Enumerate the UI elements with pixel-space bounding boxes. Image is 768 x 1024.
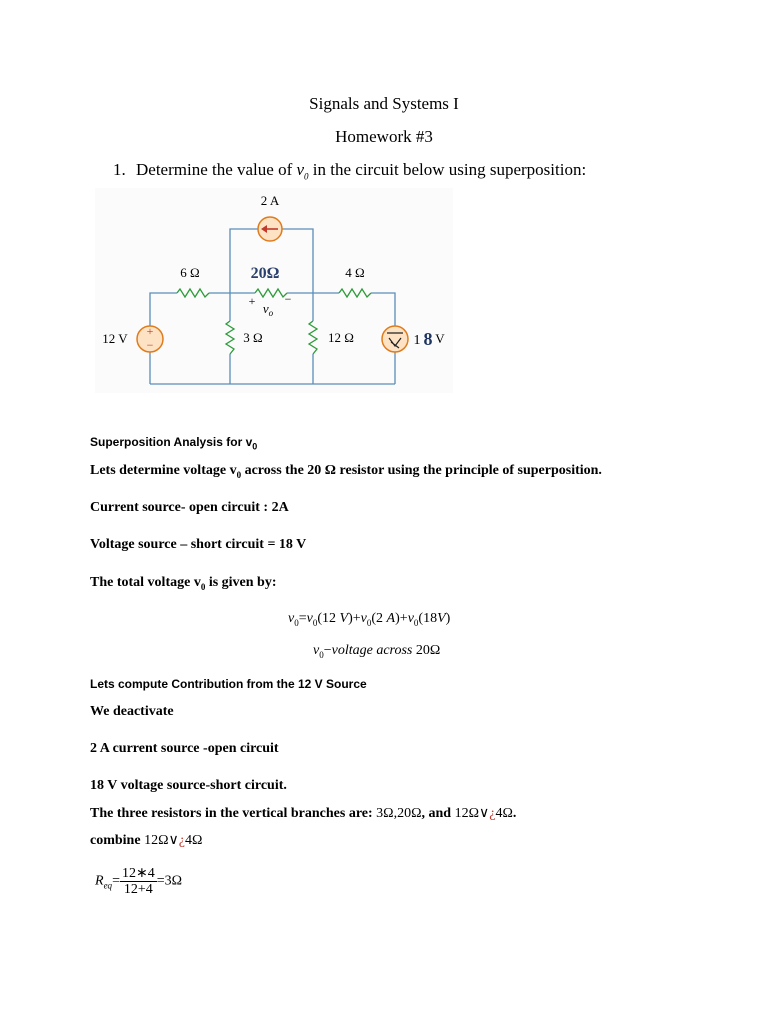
analysis-line-5: We deactivate	[90, 704, 174, 719]
src-minus: −	[146, 338, 154, 352]
analysis-line-8: The three resistors in the vertical branches are: 3Ω,20Ω, and 12Ω∨¿4Ω.	[90, 806, 517, 821]
label-18v-b: 8	[423, 329, 433, 349]
analysis-heading: Superposition Analysis for $v_0$	[90, 435, 258, 452]
analysis-line-3: Voltage source – short circuit = 18 V	[90, 537, 307, 552]
analysis-heading-2: Lets compute Contribution from the 12 V Source	[90, 677, 367, 691]
equation-vo-definition: $v_0-voltage$ across 20Ω	[313, 643, 441, 660]
vo-minus: −	[284, 292, 292, 306]
label-20ohm: 20Ω	[250, 265, 280, 282]
label-4ohm: 4 Ω	[345, 265, 365, 280]
src-plus: +	[146, 324, 154, 338]
label-6ohm: 6 Ω	[180, 265, 200, 280]
equation-total-vo: $v_0=v_0(12$ $V)+v_0(2$ $A)+v_0(18V)$	[288, 611, 451, 628]
course-title: Signals and Systems I	[309, 94, 459, 113]
label-3ohm: 3 Ω	[243, 330, 263, 345]
question-1	[113, 160, 586, 181]
label-12v: 12 V	[102, 331, 128, 346]
analysis-line-2: Current source- open circuit : 2A	[90, 500, 289, 515]
homework-title: Homework #3	[335, 127, 433, 146]
question-var-sub: 0	[304, 171, 309, 182]
label-18v-unit: V	[435, 331, 445, 346]
req-denominator: 12+4	[123, 882, 153, 897]
analysis-line-6: 2 A current source -open circuit	[90, 741, 279, 756]
req-result: =3Ω	[156, 873, 183, 889]
label-18v-a: 1	[413, 333, 421, 348]
question-text-post: in the circuit below using superposition:	[308, 160, 587, 179]
equation-req: $R_{eq}=$ $\frac{12∗4}{12+4}$ =3Ω	[95, 866, 183, 897]
req-numerator: 12∗4	[121, 866, 155, 881]
label-12ohm: 12 Ω	[328, 330, 354, 345]
vo-var: v	[262, 301, 269, 316]
voltage-source-18v	[382, 326, 408, 352]
vo-sub: o	[268, 308, 274, 318]
question-var: v	[296, 160, 305, 179]
analysis-line-1: Lets determine voltage $v_0$ across the 20 Ω resistor using the principle of superposition.	[90, 463, 602, 480]
vo-plus: +	[248, 294, 256, 308]
question-number: 1.	[113, 160, 126, 179]
circuit-diagram	[95, 188, 453, 393]
analysis-line-9: combine 12Ω∨¿4Ω	[90, 833, 203, 848]
label-2a: 2 A	[260, 193, 280, 208]
analysis-line-4: The total voltage $v_0$ is given by:	[90, 575, 277, 592]
question-text-pre: Determine the value of	[136, 160, 297, 179]
analysis-line-7: 18 V voltage source-short circuit.	[90, 778, 287, 793]
